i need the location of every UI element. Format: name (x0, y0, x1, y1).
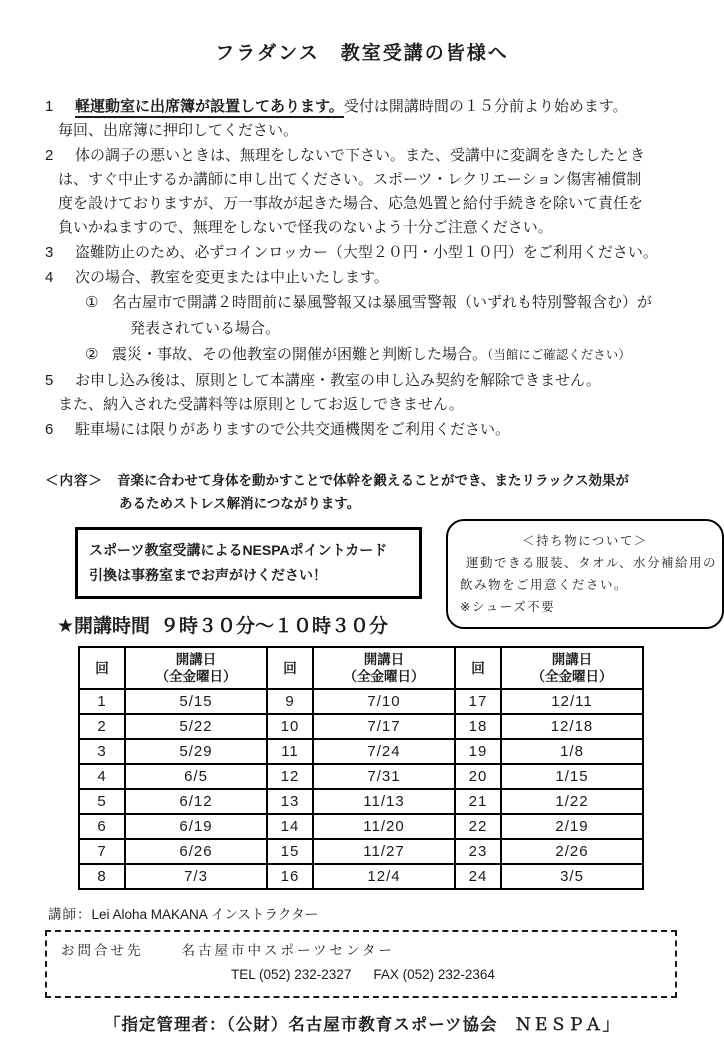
session-date: 2/26 (501, 839, 643, 864)
header-date-line2: （全金曜日） (531, 669, 613, 684)
table-row (79, 814, 643, 839)
session-date: 7/17 (313, 714, 455, 739)
session-date: 11/27 (313, 839, 455, 864)
session-date: 1/8 (501, 739, 643, 764)
note-line: 毎回、出席簿に押印してください。 (58, 122, 299, 139)
session-no: 19 (455, 739, 501, 764)
session-date: 7/24 (313, 739, 455, 764)
note-number: 6 (45, 421, 54, 438)
session-no: 10 (267, 714, 313, 739)
contact-line1 (61, 939, 661, 963)
belongings-title: ＜持ち物について＞ (522, 534, 648, 548)
session-no: 6 (79, 814, 125, 839)
note-bold-underlined-text: 軽運動室に出席簿が設置してあります。 (75, 98, 344, 118)
note-number: 2 (45, 147, 54, 164)
subitem-number: ② (85, 346, 99, 363)
session-no: 23 (455, 839, 501, 864)
notes-list (45, 95, 694, 442)
note-line: は、すぐ中止するか講師に申し出てください。スポーツ・レクリエーション傷害補償制 (58, 171, 642, 188)
note-line: また、納入された受講料等は原則としてお返しできません。 (58, 396, 464, 413)
table-row (79, 689, 643, 714)
note-text: 駐車場には限りがありますので公共交通機関をご利用ください。 (75, 421, 511, 438)
session-no: 21 (455, 789, 501, 814)
session-no: 14 (267, 814, 313, 839)
contact-fax: FAX (052) 232-2364 (373, 967, 495, 982)
schedule-header (79, 647, 643, 689)
session-no: 9 (267, 689, 313, 714)
nespa-box-line: スポーツ教室受講によるNESPAポイントカード (89, 542, 388, 558)
content-line: あるためストレス解消につながります。 (119, 496, 361, 511)
contact-box (45, 930, 677, 998)
note-text: 名古屋市で開講２時間前に暴風警報又は暴風雪警報（いずれも特別警報含む）が (112, 294, 653, 311)
session-no: 15 (267, 839, 313, 864)
session-date: 11/20 (313, 814, 455, 839)
note-number: 1 (45, 98, 54, 115)
note-item-1 (45, 95, 694, 143)
session-date: 12/11 (501, 689, 643, 714)
designated-manager-line: 「指定管理者：（公財）名古屋市教育スポーツ協会 ＮＥＳＰＡ」 (103, 1016, 621, 1034)
header-date (501, 647, 643, 689)
session-date: 3/5 (501, 864, 643, 889)
session-no: 4 (79, 764, 125, 789)
note-subitem-2 (45, 342, 694, 368)
session-date: 7/10 (313, 689, 455, 714)
header-session-no: 回 (79, 647, 125, 689)
nespa-box-line: 引換は事務室までお声がけください！ (89, 567, 327, 583)
session-date: 1/22 (501, 789, 643, 814)
session-no: 17 (455, 689, 501, 714)
note-line (45, 95, 694, 119)
note-text: 盗難防止のため、必ずコインロッカー（大型２０円・小型１０円）をご利用ください。 (75, 244, 658, 261)
header-session-no: 回 (267, 647, 313, 689)
note-text: お申し込み後は、原則として本講座・教室の申し込み契約を解除できません。 (75, 372, 601, 389)
document-page (0, 38, 724, 1062)
table-row (79, 864, 643, 889)
session-no: 8 (79, 864, 125, 889)
session-date: 1/15 (501, 764, 643, 789)
instructor-label: 講師： (48, 907, 92, 922)
middle-section (57, 527, 724, 638)
session-date: 7/31 (313, 764, 455, 789)
session-date: 5/22 (125, 714, 267, 739)
session-no: 22 (455, 814, 501, 839)
page-title: フラダンス 教室受講の皆様へ (215, 43, 509, 64)
contact-label: お問合せ先 (61, 943, 144, 958)
instructor-line (48, 903, 724, 923)
session-date: 6/26 (125, 839, 267, 864)
session-no: 7 (79, 839, 125, 864)
middle-left-column (57, 527, 422, 638)
note-number: 3 (45, 244, 54, 261)
contact-line2 (61, 963, 661, 987)
note-item-4 (45, 266, 694, 368)
session-no: 20 (455, 764, 501, 789)
table-row (79, 789, 643, 814)
belongings-line: 飲み物をご用意ください。 (460, 578, 629, 592)
class-time-value: ９時３０分～１０時３０分 (160, 616, 389, 637)
session-date: 2/19 (501, 814, 643, 839)
table-row (79, 839, 643, 864)
content-description (45, 469, 704, 515)
subitem-number: ① (85, 294, 99, 311)
schedule-body (79, 689, 643, 889)
note-line (45, 418, 694, 442)
note-small-text: （当館にご確認ください） (487, 348, 631, 362)
header-date (313, 647, 455, 689)
note-line (45, 369, 694, 393)
schedule-table (78, 646, 644, 890)
note-number: 5 (45, 372, 54, 389)
note-item-5 (45, 369, 694, 417)
content-label: ＜内容＞ (45, 473, 103, 488)
content-line (45, 469, 704, 492)
session-date: 11/13 (313, 789, 455, 814)
session-no: 12 (267, 764, 313, 789)
header-date-line1: 開講日 (175, 652, 217, 667)
header-date-line2: （全金曜日） (155, 669, 237, 684)
note-item-3 (45, 241, 694, 265)
session-date: 7/3 (125, 864, 267, 889)
session-date: 6/5 (125, 764, 267, 789)
session-date: 12/18 (501, 714, 643, 739)
session-date: 12/4 (313, 864, 455, 889)
note-line (45, 241, 694, 265)
belongings-line: 運動できる服装、タオル、水分補給用の (466, 556, 718, 570)
class-time (57, 611, 422, 638)
belongings-note: ※シューズ不要 (460, 600, 556, 614)
note-text: 震災・事故、その他教室の開催が困難と判断した場合。 (112, 346, 488, 363)
session-no: 13 (267, 789, 313, 814)
note-text: 体の調子の悪いときは、無理をしないで下さい。また、受講中に変調をきたしたとき (75, 147, 646, 164)
note-line: 負いかねますので、無理をしないで怪我のないよう十分ご注意ください。 (58, 219, 553, 236)
session-no: 5 (79, 789, 125, 814)
class-time-label: ★開講時間 (57, 616, 151, 637)
session-no: 1 (79, 689, 125, 714)
note-item-2 (45, 144, 694, 240)
note-number: 4 (45, 269, 54, 286)
header-date-line1: 開講日 (551, 652, 593, 667)
session-no: 11 (267, 739, 313, 764)
note-subitem-1 (45, 290, 694, 316)
nespa-point-card-box (75, 527, 422, 599)
instructor-name: Lei Aloha MAKANA インストラクター (91, 907, 319, 922)
session-no: 24 (455, 864, 501, 889)
note-text: 受付は開講時間の１５分前より始めます。 (343, 98, 628, 115)
table-row (79, 714, 643, 739)
session-no: 2 (79, 714, 125, 739)
header-date-line2: （全金曜日） (343, 669, 425, 684)
note-item-6 (45, 418, 694, 442)
session-date: 6/19 (125, 814, 267, 839)
contact-facility-name: 名古屋市中スポーツセンター (181, 943, 395, 958)
session-date: 5/29 (125, 739, 267, 764)
note-line: 発表されている場合。 (130, 320, 281, 337)
header-session-no: 回 (455, 647, 501, 689)
session-no: 18 (455, 714, 501, 739)
header-date-line1: 開講日 (363, 652, 405, 667)
content-text: 音楽に合わせて身体を動かすことで体幹を鍛えることができ、またリラックス効果が (117, 473, 630, 488)
session-no: 3 (79, 739, 125, 764)
session-no: 16 (267, 864, 313, 889)
belongings-box (446, 519, 724, 629)
table-row (79, 764, 643, 789)
note-text: 次の場合、教室を変更または中止いたします。 (75, 269, 389, 286)
note-line: 度を設けておりますが、万一事故が起きた場合、応急処置と給付手続きを除いて責任を (58, 195, 644, 212)
header-row (79, 647, 643, 689)
note-line (45, 266, 694, 290)
session-date: 6/12 (125, 789, 267, 814)
contact-tel: TEL (052) 232-2327 (231, 967, 352, 982)
header-date (125, 647, 267, 689)
table-row (79, 739, 643, 764)
session-date: 5/15 (125, 689, 267, 714)
note-line (45, 144, 694, 168)
